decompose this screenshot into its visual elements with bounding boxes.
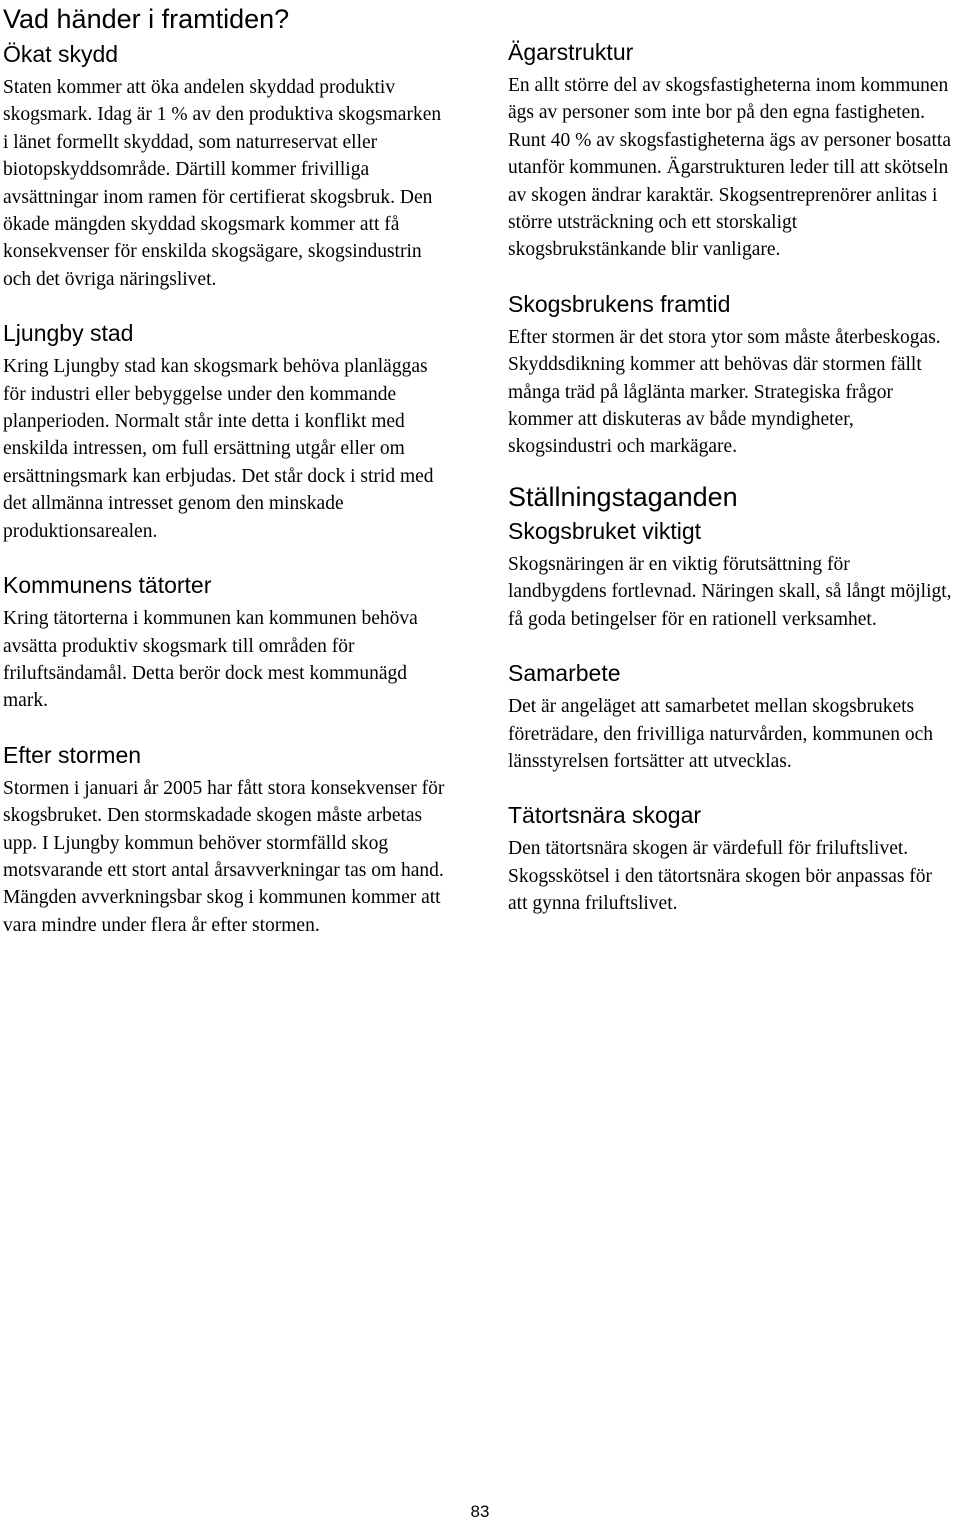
page-title: Vad händer i framtiden? [3, 4, 290, 34]
section-text: Kring tätorterna i kommunen kan kommunen behöva avsätta produktiv skogsmark till områden för friluftsändamål. Detta berör dock mest kommunägd mark. [3, 608, 418, 712]
section-text: Skogsnäringen är en viktig förutsättning för landbygdens fortlevnad. Näringen skall, så långt möjligt, få goda betingelser för en rationell verksamhet. [508, 553, 952, 630]
section-heading: Tätortsnära skogar [508, 802, 702, 829]
section-heading: Skogsbrukens framtid [508, 290, 731, 317]
section-skogsbrukens-framtid [508, 290, 953, 461]
section-efter-stormen [3, 741, 448, 939]
section-agarstruktur [508, 38, 953, 264]
stallningstaganden-heading: Ställningstaganden [508, 481, 738, 512]
section-heading: Samarbete [508, 660, 621, 687]
section-okat-skydd [3, 40, 448, 293]
page-number: 83 [470, 1502, 490, 1521]
left-column [3, 0, 448, 959]
section-heading: Efter stormen [3, 741, 142, 768]
section-heading: Ljungby stad [3, 320, 134, 347]
right-column [508, 38, 953, 938]
section-samarbete [508, 659, 953, 775]
section-skogsbruket-viktigt [508, 517, 953, 633]
section-tatortsnara-skogar [508, 801, 953, 917]
section-kommunens-tatorter [3, 571, 448, 715]
section-heading: Ökat skydd [3, 41, 119, 67]
section-text: Stormen i januari år 2005 har fått stora konsekvenser för skogsbruket. Den stormskadade skogen måste arbetas upp. I Ljungby kommun behöver stormfälld skog motsvarande ett stort antal årsavverkningar tas om hand. Mängden avverkningsbar skog i kommunen kommer att vara mindre under flera år efter stormen. [3, 777, 445, 936]
section-text: Det är angeläget att samarbetet mellan skogsbrukets företrädare, den frivilliga naturvården, kommunen och länsstyrelsen fortsätter att utvecklas. [508, 696, 934, 772]
section-text: Kring Ljungby stad kan skogsmark behöva planläggas för industri eller bebyggelse under den kommande planperioden. Normalt står inte detta i konflikt med enskilda intressen, om full ersättning utgår eller om ersättningsmark kan erbjudas. Det står dock i strid med det allmänna intresset genom den minskade produktionsarealen. [3, 356, 434, 542]
section-ljungby-stad [3, 319, 448, 545]
section-text: Den tätortsnära skogen är värdefull för friluftslivet. Skogsskötsel i den tätortsnära skogen bör anpassas för att gynna friluftslivet. [508, 838, 933, 915]
section-text: En allt större del av skogsfastigheterna inom kommunen ägs av personer som inte bor på den egna fastigheten. Runt 40 % av skogsfastigheterna ägs av personer bosatta utanför kommunen. Ägarstrukturen leder till att skötseln av skogen ändrar karaktär. Skogsentreprenörer anlitas i större utsträckning och ett storskaligt skogsbrukstänkande blir vanligare. [508, 75, 951, 261]
section-heading: Ägarstruktur [508, 39, 634, 65]
section-text: Efter stormen är det stora ytor som måste återbeskogas. Skyddsdikning kommer att behövas där stormen fällt många träd på låglänta marker. Strategiska frågor kommer att diskuteras av både myndigheter, skogsindustri och markägare. [508, 326, 941, 458]
section-heading: Skogsbruket viktigt [508, 517, 702, 544]
section-text: Staten kommer att öka andelen skyddad produktiv skogsmark. Idag är 1 % av den produktiva skogsmarken i länet formellt skyddad, som naturreservat eller biotopskyddsområde. Därtill kommer frivilliga avsättningar inom ramen för certifierat skogsbruk. Den ökade mängden skyddad skogsmark kommer att få konsekvenser för enskilda skogsägare, skogsindustrin och det övriga näringslivet. [3, 77, 442, 290]
section-heading: Kommunens tätorter [3, 572, 212, 599]
